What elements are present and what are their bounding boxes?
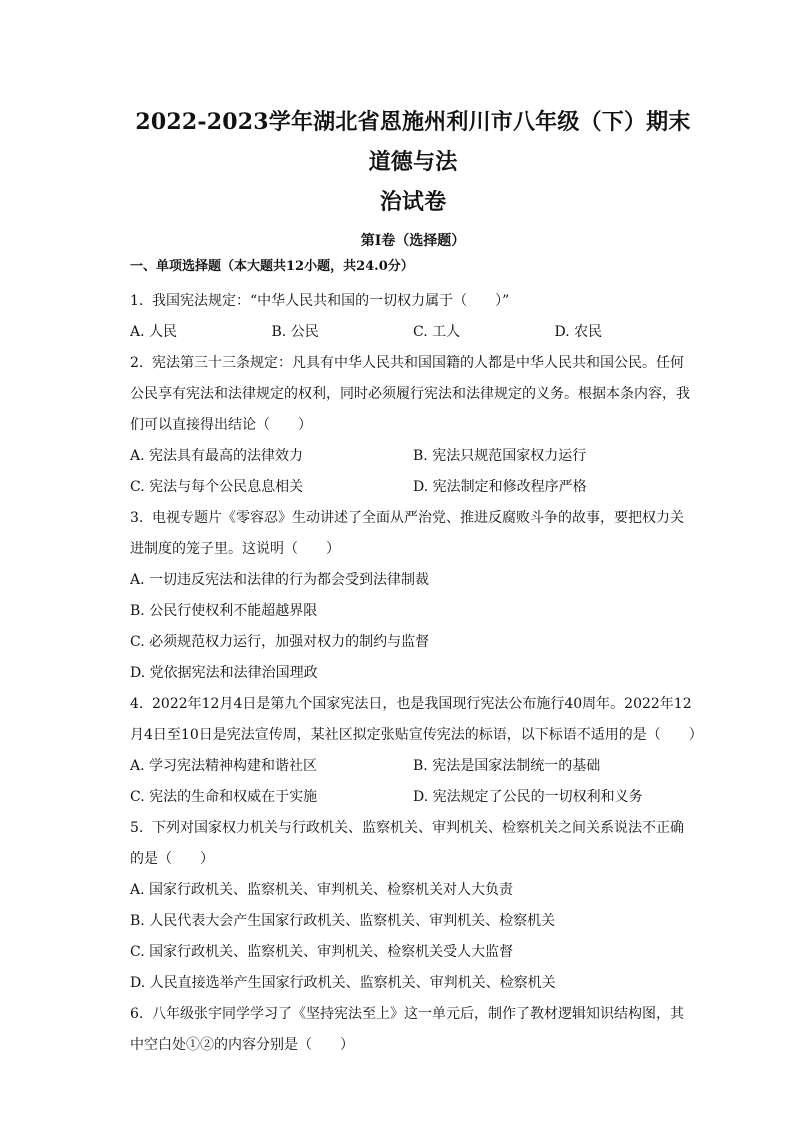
option-d: D. 宪法制定和修改程序严格 xyxy=(413,479,587,495)
question-5 xyxy=(130,813,696,999)
question-line: 的是（ ） xyxy=(130,851,214,867)
option-b: B. 公民 xyxy=(271,324,319,340)
option-a: A. 人民 xyxy=(130,324,178,340)
option-a: A. 一切违反宪法和法律的行为都会受到法律制裁 xyxy=(130,572,430,588)
question-3 xyxy=(130,503,696,689)
options xyxy=(130,565,696,689)
exam-title-line2: 治试卷 xyxy=(379,189,447,215)
question-number: 4. xyxy=(130,696,144,712)
option-c: C. 国家行政机关、监察机关、审判机关、检察机关受人大监督 xyxy=(130,944,514,960)
section-heading: 一、单项选择题（本大题共12小题，共24.0分） xyxy=(130,259,414,274)
question-line: 们可以直接得出结论（ ） xyxy=(130,417,312,433)
option-b: B. 公民行使权利不能超越界限 xyxy=(130,603,318,619)
option-a: A. 学习宪法精神构建和谐社区 xyxy=(130,758,318,774)
question-stem xyxy=(130,348,696,441)
options xyxy=(130,751,696,813)
option-d: D. 人民直接选举产生国家行政机关、监察机关、审判机关、检察机关 xyxy=(130,975,556,991)
option-a: A. 宪法具有最高的法律效力 xyxy=(130,448,304,464)
question-stem xyxy=(130,689,703,751)
question-stem xyxy=(130,286,696,317)
option-c: C. 宪法的生命和权威在于实施 xyxy=(130,789,318,805)
question-number: 5. xyxy=(130,820,144,836)
question-1 xyxy=(130,286,696,348)
option-b: B. 宪法只规范国家权力运行 xyxy=(413,448,587,464)
option-c: C. 必须规范权力运行，加强对权力的制约与监督 xyxy=(130,634,430,650)
option-b: B. 宪法是国家法制统一的基础 xyxy=(413,758,601,774)
question-line: 月4日至10日是宪法宣传周，某社区拟定张贴宣传宪法的标语，以下标语不适用的是（ ） xyxy=(130,727,703,743)
question-line: 电视专题片《零容忍》生动讲述了全面从严治党、推进反腐败斗争的故事，要把权力关 xyxy=(152,510,684,526)
option-c: C. 宪法与每个公民息息相关 xyxy=(130,479,304,495)
question-line: 中空白处①②的内容分别是（ ） xyxy=(130,1037,354,1053)
option-b: B. 人民代表大会产生国家行政机关、监察机关、审判机关、检察机关 xyxy=(130,913,556,929)
question-line: 宪法第三十三条规定：凡具有中华人民共和国国籍的人都是中华人民共和国公民。任何 xyxy=(152,355,684,371)
part-title: 第I卷（选择题） xyxy=(360,233,466,249)
option-d: D. 农民 xyxy=(554,324,603,340)
question-6 xyxy=(130,999,696,1061)
question-number: 2. xyxy=(130,355,144,371)
question-line: 下列对国家权力机关与行政机关、监察机关、审判机关、检察机关之间关系说法不正确 xyxy=(152,820,684,836)
question-line: 公民享有宪法和法律规定的权利，同时必须履行宪法和法律规定的义务。根据本条内容，我 xyxy=(130,386,690,402)
question-2 xyxy=(130,348,696,503)
question-number: 1. xyxy=(130,293,144,309)
question-stem xyxy=(130,503,696,565)
option-c: C. 工人 xyxy=(413,324,461,340)
option-d: D. 宪法规定了公民的一切权利和义务 xyxy=(413,789,643,805)
question-4 xyxy=(130,689,703,813)
option-d: D. 党依据宪法和法律治国理政 xyxy=(130,665,318,681)
option-a: A. 国家行政机关、监察机关、审判机关、检察机关对人大负责 xyxy=(130,882,514,898)
options xyxy=(130,317,696,348)
question-line: 2022年12月4日是第九个国家宪法日，也是我国现行宪法公布施行40周年。2022年12 xyxy=(152,696,692,712)
question-stem xyxy=(130,813,696,875)
question-line: 我国宪法规定：“中华人民共和国的一切权力属于（ ）” xyxy=(152,293,510,309)
question-number: 6. xyxy=(130,1006,144,1022)
options xyxy=(130,441,696,503)
exam-title-line1: 2022-2023学年湖北省恩施州利川市八年级（下）期末道德与法 xyxy=(135,109,691,175)
exam-title xyxy=(130,102,696,222)
question-line: 进制度的笼子里。这说明（ ） xyxy=(130,541,340,557)
question-stem xyxy=(130,999,696,1061)
options xyxy=(130,875,696,999)
question-number: 3. xyxy=(130,510,144,526)
question-line: 八年级张宇同学学习了《坚持宪法至上》这一单元后，制作了教材逻辑知识结构图，其 xyxy=(152,1006,684,1022)
